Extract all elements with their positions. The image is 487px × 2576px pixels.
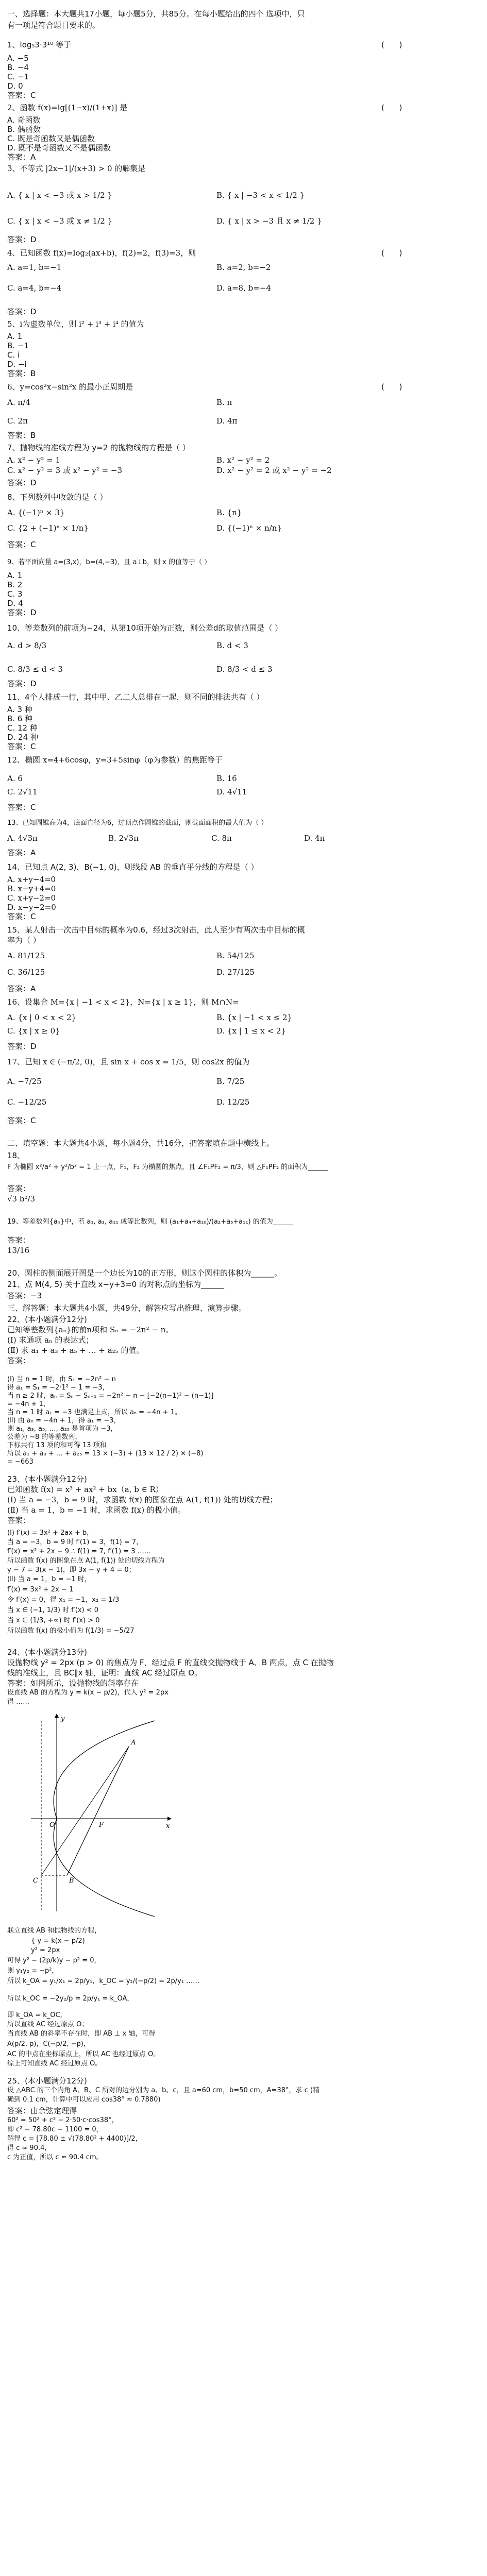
doc-line: 2、函数 f(x)=lg[(1−x)/(1+x)] 是 <box>7 103 128 112</box>
doc-line: B. 54/125 <box>216 951 255 960</box>
doc-line: 当 x ∈ (−1, 1/3) 时 f′(x) < 0 <box>7 1606 98 1614</box>
doc-line: C. 36/125 <box>7 968 45 977</box>
doc-line: D. 4π <box>304 834 325 843</box>
doc-line: 4、已知函数 f(x)=log₂(ax+b)，f(2)=2，f(3)=3，则 <box>7 248 196 258</box>
doc-line: A. π/4 <box>7 398 30 407</box>
doc-line: (Ⅱ) 当 a = 1，b = −1 时，求函数 f(x) 的极小值。 <box>7 1505 186 1515</box>
doc-line: C. x+y−2=0 <box>7 893 56 903</box>
doc-line: 16、设集合 M={x | −1 < x < 2}，N={x | x ≥ 1}，则 M∩N= <box>7 997 239 1007</box>
doc-line: D. 12/25 <box>216 1097 250 1107</box>
doc-line: 答案：D <box>7 478 37 487</box>
doc-line: B. −4 <box>7 63 29 72</box>
doc-line: A. {(−1)ⁿ × 3} <box>7 508 65 517</box>
doc-line: 设抛物线 y² = 2px (p > 0) 的焦点为 F，经过点 F 的直线交抛物线于 A、B 两点，点 C 在抛物 <box>7 1658 334 1667</box>
doc-line: 答案：A <box>7 984 36 993</box>
doc-line: 8、下列数列中收敛的是（ ） <box>7 493 108 502</box>
doc-line: 答案：D <box>7 1042 37 1051</box>
doc-line: 11、4个人排成一行，其中甲、乙二人总排在一起，则不同的排法共有（ ） <box>7 692 264 702</box>
doc-line: 答案： <box>7 1356 31 1365</box>
doc-line: C. {2 + (−1)ⁿ × 1/n} <box>7 523 89 533</box>
doc-line: 答案：如图所示，设抛物线的斜率存在 <box>7 1679 139 1688</box>
doc-line: C. −1 <box>7 72 29 81</box>
doc-line: 已知函数 f(x) = x³ + ax² + bx（a, b ∈ R） <box>7 1485 163 1494</box>
doc-line: C. 3 <box>7 589 23 599</box>
doc-line: 令 f′(x) = 0，得 x₁ = −1，x₂ = 1/3 <box>7 1596 120 1604</box>
doc-line: 当 n = 1 时 a₁ = −3 也满足上式，所以 aₙ = −4n + 1。 <box>7 1409 181 1416</box>
answer-bracket: ( ) <box>381 248 402 258</box>
doc-line: D. { x | x > −3 且 x ≠ 1/2 } <box>216 216 322 226</box>
doc-line: 得 …… <box>7 1698 30 1706</box>
doc-line: 公差为 −8 的等差数列， <box>7 1433 82 1441</box>
doc-line: f′(x) = x² + 2x − 9 ∴ f(1) = 7, f′(1) = 3 …… <box>7 1548 151 1555</box>
doc-line: 确到 0.1 cm，计算中可以应用 cos38° ≈ 0.7880) <box>7 2096 161 2104</box>
doc-line: 则 a₁, a₃, a₅, …, a₂₅ 是首项为 −3， <box>7 1425 117 1433</box>
doc-line: B. 6 种 <box>7 714 33 723</box>
doc-line: 19、等差数列{aₙ}中，若 a₁, a₃, a₁₁ 成等比数列，则 (a₁+a₄+a₁₀)/(a₂+a₅+a₁₁) 的值为______ <box>7 1218 293 1226</box>
doc-line: 答案：C <box>7 91 36 100</box>
doc-line: 当 a = −3，b = 9 时 f′(1) = 3，f(1) = 7， <box>7 1538 143 1546</box>
doc-line: C. 8/3 ≤ d < 3 <box>7 665 63 674</box>
doc-line: D. a=8, b=−4 <box>216 283 271 293</box>
doc-line: 答案：C <box>7 1116 36 1125</box>
doc-line: 解得 c = [78.80 ± √(78.80² + 4400)]/2， <box>7 2135 142 2143</box>
doc-line: D. 8/3 < d ≤ 3 <box>216 665 273 674</box>
doc-line: 20、圆柱的侧面展开图是一个边长为10的正方形，则这个圆柱的体积为______。 <box>7 1268 282 1278</box>
doc-line: A. d > 8/3 <box>7 641 47 650</box>
doc-line: 所以 k_OA = y₁/x₁ = 2p/y₁，k_OC = y₂/(−p/2) = 2p/y₁ …… <box>7 1977 200 1985</box>
doc-line: B. { x | −3 < x < 1/2 } <box>216 191 305 200</box>
doc-line: C. 12 种 <box>7 723 38 733</box>
doc-line: 23、(本小题满分12分) <box>7 1475 87 1484</box>
doc-line: y − 7 = 3(x − 1)，即 3x − y + 4 = 0； <box>7 1566 136 1574</box>
doc-line: 答案：C <box>7 742 36 751</box>
doc-line: D. 24 种 <box>7 733 38 742</box>
doc-line: F 为椭圆 x²/a² + y²/b² = 1 上一点，F₁，F₂ 为椭圆的焦点，且 ∠F₁PF₂ = π/3，则 △F₁PF₂ 的面积为______ <box>7 1163 328 1171</box>
doc-line: 设 △ABC 的三个内角 A、B、C 所对的边分别为 a、b、c，且 a=60 cm，b=50 cm，A=38°，求 c (精 <box>7 2087 320 2094</box>
doc-line: 25、(本小题满分12分) <box>7 2076 87 2086</box>
doc-line: 所以 a₁ + a₃ + … + a₂₅ = 13 × (−3) + (13 × 12 / 2) × (−8) <box>7 1450 204 1458</box>
doc-line: 设直线 AB 的方程为 y = k(x − p/2)，代入 y² = 2px <box>7 1689 169 1697</box>
doc-line: D. 4π <box>216 416 238 426</box>
doc-line: { y = k(x − p/2) <box>31 1937 85 1945</box>
doc-line: A(p/2, p)，C(−p/2, −p)， <box>7 2040 90 2048</box>
doc-line: 一、选择题：本大题共17小题，每小题5分，共85分。在每小题给出的四个 选项中，只 <box>7 9 305 19</box>
doc-line: 当 n ≥ 2 时，aₙ = Sₙ − Sₙ₋₁ = −2n² − n − [−2(n−1)² − (n−1)] <box>7 1392 214 1400</box>
doc-line: A. x+y−4=0 <box>7 875 56 884</box>
doc-line: C. 8π <box>211 834 232 843</box>
doc-line: 率为（ ） <box>7 936 41 945</box>
doc-line: B. {n} <box>216 508 242 517</box>
doc-line: 答案：D <box>7 307 37 316</box>
doc-line: 24、(本小题满分13分) <box>7 1648 87 1657</box>
doc-line: 答案：C <box>7 803 36 812</box>
answer-bracket: ( ) <box>381 103 402 112</box>
doc-line: A. { x | x < −3 或 x > 1/2 } <box>7 191 112 200</box>
doc-line: 12、椭圆 x=4+6cosφ，y=3+5sinφ（φ为参数）的焦距等于 <box>7 755 223 765</box>
fig-label-c: C <box>33 1877 38 1885</box>
doc-line: y² = 2px <box>31 1946 60 1954</box>
doc-line: (Ⅰ) 当 a = −3，b = 9 时，求函数 f(x) 的图象在点 A(1, f(1)) 处的切线方程； <box>7 1495 278 1504</box>
doc-line: 则 y₁y₂ = −p²， <box>7 1967 59 1975</box>
doc-line: 60² = 50² + c² − 2·50·c·cos38°， <box>7 2116 119 2124</box>
doc-line: D. {(−1)ⁿ × n/n} <box>216 523 282 533</box>
doc-line: B. 2 <box>7 580 23 589</box>
doc-line: 下标共有 13 项的和可得 13 项和 <box>7 1442 107 1449</box>
doc-line: C. 2√11 <box>7 787 38 796</box>
doc-line: 13、已知圆锥高为4，底面直径为6，过顶点作圆锥的截面，则截面面积的最大值为（ ） <box>7 819 268 827</box>
fig-label-o: O <box>49 1821 55 1829</box>
doc-line: A. 1 <box>7 332 23 341</box>
doc-line: A. a=1, b=−1 <box>7 263 62 272</box>
doc-line: (Ⅱ) 求 a₁ + a₃ + a₅ + … + a₂₅ 的值。 <box>7 1346 144 1355</box>
doc-line: C. { x | x < −3 或 x ≠ 1/2 } <box>7 216 113 226</box>
doc-line: 18、 <box>7 1151 25 1160</box>
doc-line: 已知等差数列{aₙ}的前n项和 Sₙ = −2n² − n。 <box>7 1325 174 1334</box>
doc-line: C. {x | x ≥ 0} <box>7 1026 60 1036</box>
doc-line: 答案：C <box>7 540 36 549</box>
doc-line: D. 既不是奇函数又不是偶函数 <box>7 143 111 152</box>
doc-line: (Ⅰ) f′(x) = 3x² + 2ax + b， <box>7 1529 94 1537</box>
doc-line: 答案： <box>7 1184 31 1193</box>
doc-line: D. {x | 1 ≤ x < 2} <box>216 1026 286 1036</box>
doc-line: B. a=2, b=−2 <box>216 263 271 272</box>
doc-line: D. x−y−2=0 <box>7 903 56 912</box>
doc-line: 综上可知直线 AC 经过原点 O。 <box>7 2060 102 2067</box>
fig-label-a: A <box>131 1739 136 1747</box>
doc-line: 14、已知点 A(2, 3)，B(−1, 0)，则线段 AB 的垂直平分线的方程是（ ） <box>7 862 259 872</box>
doc-line: C. i <box>7 350 20 360</box>
answer-bracket: ( ) <box>381 382 402 392</box>
doc-line: B. −1 <box>7 341 29 350</box>
parabola-figure <box>21 1710 175 1917</box>
doc-line: 联立直线 AB 和抛物线的方程， <box>7 1927 102 1935</box>
doc-line: B. x² − y² = 2 <box>216 455 270 465</box>
doc-line: 答案：C <box>7 912 36 921</box>
doc-line: (Ⅰ) 当 n = 1 时，由 S₁ = −2n² − n <box>7 1376 116 1383</box>
doc-line: 答案：B <box>7 369 36 378</box>
doc-line: A. 奇函数 <box>7 115 41 125</box>
doc-line: 7、抛物线的准线方程为 y=2 的抛物线的方程是（ ） <box>7 443 190 452</box>
doc-line: B. d < 3 <box>216 641 248 650</box>
fig-label-b: B <box>69 1877 74 1885</box>
fig-label-f: F <box>99 1821 104 1829</box>
doc-line: 答案：A <box>7 848 36 857</box>
doc-line: C. 2π <box>7 416 28 426</box>
doc-line: (Ⅰ) 求通项 aₙ 的表达式； <box>7 1335 94 1345</box>
doc-line: 17、已知 x ∈ (−π/2, 0)，且 sin x + cos x = 1/5，则 cos2x 的值为 <box>7 1057 250 1066</box>
doc-line: 所以直线 AC 经过原点 O； <box>7 2021 89 2028</box>
doc-line: 可得 y² − (2p/k)y − p² = 0， <box>7 1957 101 1964</box>
doc-line: (Ⅱ) 当 a = 1，b = −1 时， <box>7 1575 91 1583</box>
doc-line: 答案： <box>7 1516 31 1525</box>
doc-line: D. 27/125 <box>216 968 255 977</box>
doc-line: A. {x | 0 < x < 2} <box>7 1013 77 1022</box>
doc-line: A. 1 <box>7 571 23 580</box>
doc-line: AC 的中点在坐标原点上，所以 AC 也经过原点 O。 <box>7 2050 160 2058</box>
answer-bracket: ( ) <box>381 40 402 49</box>
doc-line: D. 4√11 <box>216 787 247 796</box>
doc-line: A. 4√3π <box>7 834 38 843</box>
doc-line: 13/16 <box>7 1246 30 1255</box>
doc-line: 当直线 AB 的斜率不存在时，即 AB ⊥ x 轴，可得 <box>7 2030 156 2038</box>
doc-line: A. 3 种 <box>7 705 32 714</box>
doc-line: 答案：D <box>7 679 37 688</box>
doc-line: = −663 <box>7 1458 33 1466</box>
doc-line: 所以 k_OC = −2y₂/p = 2p/y₁ = k_OA， <box>7 1995 134 2003</box>
doc-line: D. −i <box>7 360 27 369</box>
doc-line: B. 2√3π <box>108 834 139 843</box>
doc-line: 所以函数 f(x) 的极小值为 f(1/3) = −5/27 <box>7 1627 135 1635</box>
doc-line: 二、填空题：本大题共4小题，每小题4分，共16分，把答案填在题中横线上。 <box>7 1139 275 1148</box>
doc-line: B. {x | −1 < x ≤ 2} <box>216 1013 293 1022</box>
doc-line: D. 0 <box>7 81 23 91</box>
doc-line: 10、等差数列的前项为−24，从第10项开始为正数，则公差d的取值范围是（ ） <box>7 623 283 633</box>
doc-line: A. −5 <box>7 54 29 63</box>
doc-line: 1、log₅3·3¹⁰ 等于 <box>7 40 72 49</box>
doc-line: √3 b²/3 <box>7 1194 36 1204</box>
doc-line: 6、y=cos²x−sin²x 的最小正周期是 <box>7 382 133 392</box>
doc-line: C. 既是奇函数又是偶函数 <box>7 134 95 143</box>
doc-line: B. 16 <box>216 774 237 783</box>
doc-line: 答案：−3 <box>7 1291 42 1300</box>
doc-line: D. 4 <box>7 599 23 608</box>
doc-line: 答案：D <box>7 608 37 617</box>
doc-line: 9、若平面向量 a=(3,x)，b=(4,−3)，且 a⊥b，则 x 的值等于（ ） <box>7 558 211 566</box>
doc-line: 15、某人射击一次击中目标的概率为0.6，经过3次射击，此人至少有两次击中目标的概 <box>7 925 305 935</box>
doc-line: A. 6 <box>7 774 23 783</box>
doc-line: (Ⅱ) 由 aₙ = −4n + 1，得 a₁ = −3， <box>7 1417 121 1425</box>
doc-line: B. 偶函数 <box>7 125 41 134</box>
doc-line: A. 81/125 <box>7 951 45 960</box>
doc-line: C. −12/25 <box>7 1097 47 1107</box>
doc-line: B. π <box>216 398 232 407</box>
doc-line: 即 c² − 78.80c − 1100 = 0， <box>7 2126 103 2133</box>
doc-line: 5、i为虚数单位，则 i² + i³ + i⁴ 的值为 <box>7 319 144 329</box>
doc-line: 答案：B <box>7 431 36 440</box>
doc-line: 21、点 M(4, 5) 关于直线 x−y+3=0 的对称点的坐标为______ <box>7 1280 224 1289</box>
doc-line: 当 x ∈ (1/3, +∞) 时 f′(x) > 0 <box>7 1617 100 1624</box>
doc-line: 3、不等式 |2x−1|/(x+3) > 0 的解集是 <box>7 164 146 173</box>
doc-line: 有一项是符合题目要求的。 <box>7 21 100 30</box>
doc-line: 即 k_OA = k_OC， <box>7 2011 67 2019</box>
doc-line: = −4n + 1， <box>7 1400 50 1408</box>
doc-line: C. a=4, b=−4 <box>7 283 62 293</box>
doc-line: 得 c ≈ 90.4， <box>7 2144 52 2152</box>
doc-line: 所以函数 f(x) 的图象在点 A(1, f(1)) 处的切线方程为 <box>7 1557 165 1565</box>
doc-line: C. x² − y² = 3 或 x² − y² = −3 <box>7 466 123 475</box>
doc-line: A. x² − y² = 1 <box>7 455 61 465</box>
doc-line: 答案：D <box>7 235 37 244</box>
doc-line: 答案：由余弦定理得 <box>7 2106 77 2115</box>
doc-line: B. 7/25 <box>216 1077 245 1086</box>
fig-label-x: x <box>166 1822 170 1830</box>
fig-label-y: y <box>61 1715 65 1723</box>
doc-line: 答案： <box>7 1235 31 1245</box>
doc-line: c 为正值，所以 c ≈ 90.4 cm。 <box>7 2154 103 2161</box>
doc-line: 三、解答题：本大题共4小题，共49分，解答应写出推理、演算步骤。 <box>7 1303 246 1313</box>
doc-line: 22、(本小题满分12分) <box>7 1315 87 1324</box>
doc-line: 线的准线上，且 BC∥x 轴，证明：直线 AC 经过原点 O。 <box>7 1668 202 1677</box>
doc-line: D. x² − y² = 2 或 x² − y² = −2 <box>216 466 332 475</box>
doc-line: 答案：A <box>7 152 36 162</box>
doc-line: f′(x) = 3x² + 2x − 1 <box>7 1586 74 1594</box>
doc-line: 得 a₁ = S₁ = −2·1² − 1 = −3， <box>7 1384 109 1392</box>
doc-line: A. −7/25 <box>7 1077 42 1086</box>
doc-line: B. x−y+4=0 <box>7 884 56 893</box>
